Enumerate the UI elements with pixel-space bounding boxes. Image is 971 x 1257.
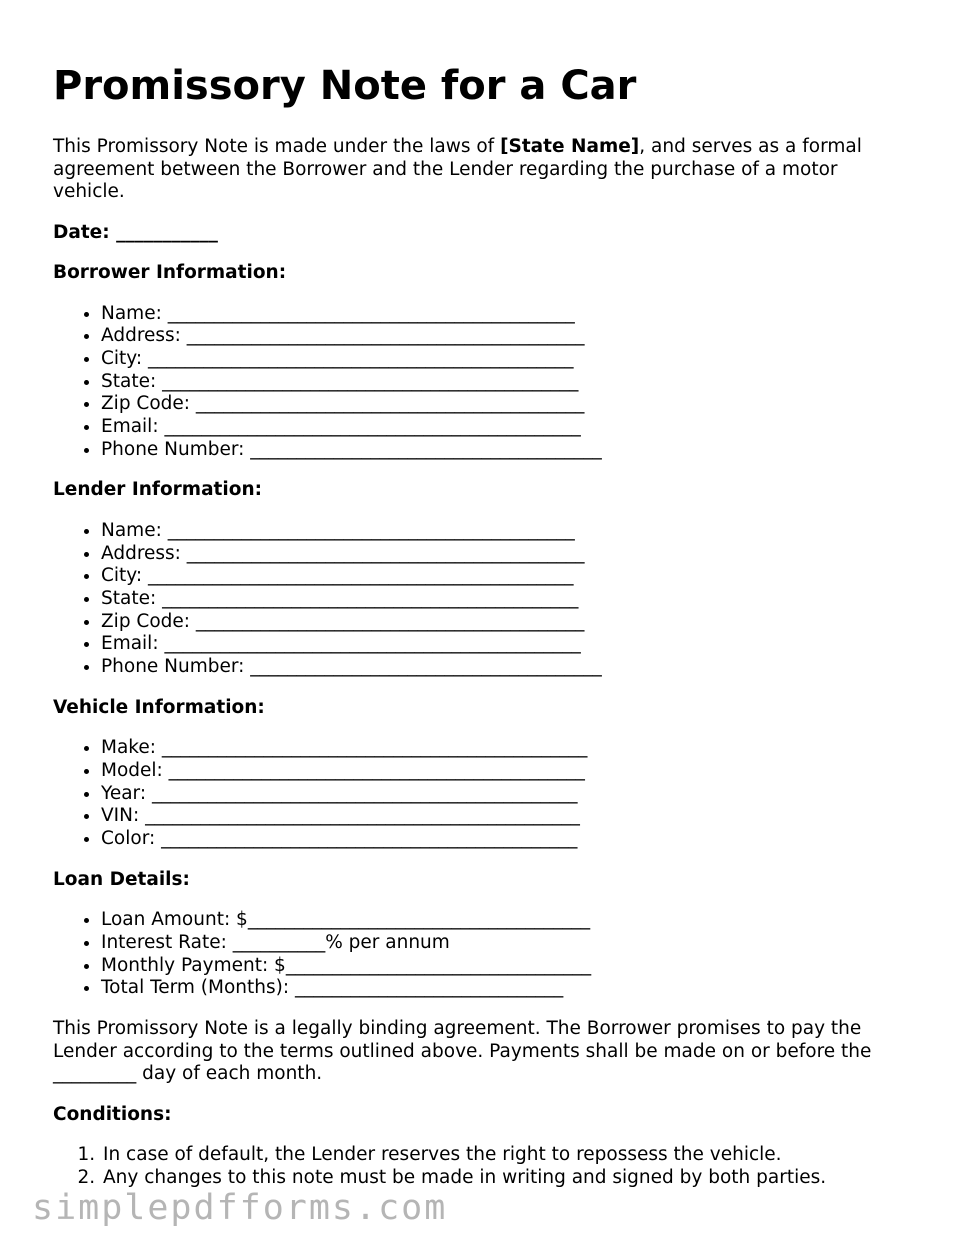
date-line xyxy=(53,222,913,245)
borrower-city-field: • City: ______________________________________________ xyxy=(101,348,913,371)
intro-paragraph xyxy=(53,136,913,204)
intro-text-before: This Promissory Note is made under the laws of xyxy=(53,136,501,157)
borrower-fields-list xyxy=(53,303,913,462)
site-watermark: simplepdfforms.com xyxy=(32,1188,448,1228)
date-blank: ___________ xyxy=(109,221,218,243)
vehicle-year-field: • Year: ______________________________________________ xyxy=(101,783,913,806)
vehicle-fields-list xyxy=(53,737,913,851)
page-title: Promissory Note for a Car xyxy=(53,63,637,109)
lender-phone-field: • Phone Number: ______________________________________ xyxy=(101,656,913,679)
lender-state-field: • State: _____________________________________________ xyxy=(101,588,913,611)
borrower-state-field: • State: _____________________________________________ xyxy=(101,371,913,394)
loan-fields-list xyxy=(53,909,913,1000)
vehicle-model-field: • Model: _____________________________________________ xyxy=(101,760,913,783)
condition-item: 2. Any changes to this note must be made in writing and signed by both parties. xyxy=(101,1167,913,1190)
borrower-email-field: • Email: _____________________________________________ xyxy=(101,416,913,439)
state-name-placeholder: [State Name] xyxy=(500,136,640,157)
vehicle-color-field: • Color: _____________________________________________ xyxy=(101,828,913,851)
lender-city-field: • City: ______________________________________________ xyxy=(101,565,913,588)
intro-text-after: , and serves as a formal agreement between the Borrower and the Lender regarding the purchase of a motor vehicle. xyxy=(53,136,862,202)
borrower-heading: Borrower Information: xyxy=(53,262,287,283)
monthly-payment-field: • Monthly Payment: $_________________________________ xyxy=(101,955,913,978)
interest-rate-field: • Interest Rate: __________% per annum xyxy=(101,932,913,955)
vehicle-vin-field: • VIN: _______________________________________________ xyxy=(101,805,913,828)
loan-amount-field: • Loan Amount: $_____________________________________ xyxy=(101,909,913,932)
loan-heading: Loan Details: xyxy=(53,868,190,890)
borrower-address-field: • Address: ___________________________________________ xyxy=(101,325,913,348)
document-page xyxy=(53,62,913,1208)
condition-item: 1. In case of default, the Lender reserves the right to repossess the vehicle. xyxy=(101,1144,913,1167)
lender-address-field: • Address: ___________________________________________ xyxy=(101,543,913,566)
conditions-list xyxy=(53,1144,913,1189)
date-label: Date: xyxy=(53,221,110,243)
total-term-field: • Total Term (Months): _____________________________ xyxy=(101,977,913,1000)
conditions-heading: Conditions: xyxy=(53,1103,172,1125)
lender-fields-list xyxy=(53,520,913,679)
lender-email-field: • Email: _____________________________________________ xyxy=(101,633,913,656)
lender-name-field: • Name: ____________________________________________ xyxy=(101,520,913,543)
borrower-zip-field: • Zip Code: __________________________________________ xyxy=(101,393,913,416)
binding-agreement-paragraph: This Promissory Note is a legally binding agreement. The Borrower promises to pay the Lender according to the terms outlined above. Payments shall be made on or before the _________ day of each month. xyxy=(53,1018,872,1085)
vehicle-heading: Vehicle Information: xyxy=(53,696,265,718)
lender-heading: Lender Information: xyxy=(53,479,263,501)
vehicle-make-field: • Make: ______________________________________________ xyxy=(101,737,913,760)
lender-zip-field: • Zip Code: __________________________________________ xyxy=(101,611,913,634)
borrower-phone-field: • Phone Number: ______________________________________ xyxy=(101,439,913,462)
borrower-name-field: • Name: ____________________________________________ xyxy=(101,303,913,326)
